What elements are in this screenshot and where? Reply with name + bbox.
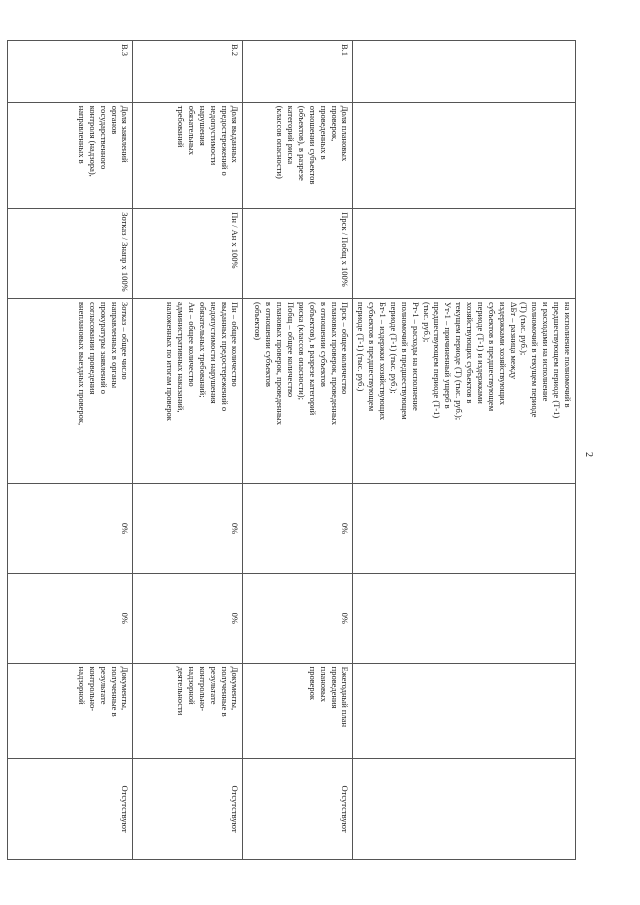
cell-note: Отсутствуют <box>133 759 243 860</box>
cell-description: на исполнение полномочий в предшествующем периоде (Т-1) и расходами на исполнение полномочий в текущем периоде (Т) (тыс. руб.); ΔБт – разница между издержками хозяйствующих субъектов в предшествующем периоде (Т-1) и издержками хозяйствующих субъектов в текущем периоде (Т) (тыс. руб.); Ут-1 – причиненный ущерб в предшествующем периоде (Т-1) (тыс. руб.); Рт-1 – расходы на исполнение полномочий в предшествующем периоде (Т-1) (тыс. руб.); Бт-1 – издержки хозяйствующих субъектов в предшествующем периоде (Т-1) (тыс. руб.) <box>353 299 576 484</box>
cell-code: В.1 <box>243 41 353 103</box>
cell-description: Пн – общее количество выданных предостережений о недопустимости нарушения обязательных требований; Ан – общее количество административных наказаний, наложенных по итогам проверок <box>133 299 243 484</box>
rotated-table-wrapper <box>56 40 576 860</box>
cell-code: В.3 <box>8 41 133 103</box>
table-row <box>353 41 576 860</box>
cell-value-2: 0% <box>133 573 243 663</box>
cell-name: Доля выданных предостережений о недопустимости нарушения обязательных требований <box>133 102 243 209</box>
cell-formula: Прск / Побщ х 100% <box>243 209 353 299</box>
cell-value-1: 0% <box>8 484 133 574</box>
cell-description: Прск – общее количество плановых проверок, проведенных в отношении субъектов (объектов), в разрезе категорий риска (классов опасности); Побщ – общее количество плановых проверок, проведенных в отношении субъектов (объектов) <box>243 299 353 484</box>
cell-note: Отсутствуют <box>243 759 353 860</box>
cell-code <box>353 41 576 103</box>
cell-value-2: 0% <box>243 573 353 663</box>
cell-code: В.2 <box>133 41 243 103</box>
table-row <box>8 41 133 860</box>
cell-formula: Пн / Ан х 100% <box>133 209 243 299</box>
cell-formula <box>353 209 576 299</box>
indicator-table <box>8 40 577 860</box>
cell-value-1 <box>353 484 576 574</box>
cell-description: Зотказ – общее число направленных в органы прокуратуры заявлений о согласовании проведения внеплановых выездных проверок, <box>8 299 133 484</box>
cell-value-2: 0% <box>8 573 133 663</box>
cell-name: Доля заявлений органов государственного контроля (надзора), направленных в <box>8 102 133 209</box>
cell-value-1: 0% <box>133 484 243 574</box>
table-row <box>133 41 243 860</box>
cell-source <box>353 663 576 758</box>
cell-value-1: 0% <box>243 484 353 574</box>
table-row <box>243 41 353 860</box>
page-number: 2 <box>583 452 594 457</box>
cell-name <box>353 102 576 209</box>
cell-name: Доля плановых проверок, проведенных в отношении субъектов (объектов), в разрезе категорий риска (классов опасности) <box>243 102 353 209</box>
cell-source: Ежегодный план проведения плановых проверок <box>243 663 353 758</box>
cell-source: Документы, полученные в результате контрольно- надзорной <box>8 663 133 758</box>
cell-note: Отсутствуют <box>8 759 133 860</box>
cell-formula: Зотказ / Знапр х 100% <box>8 209 133 299</box>
cell-source: Документы, полученные в результате контрольно- надзорной деятельности <box>133 663 243 758</box>
cell-value-2 <box>353 573 576 663</box>
cell-note <box>353 759 576 860</box>
